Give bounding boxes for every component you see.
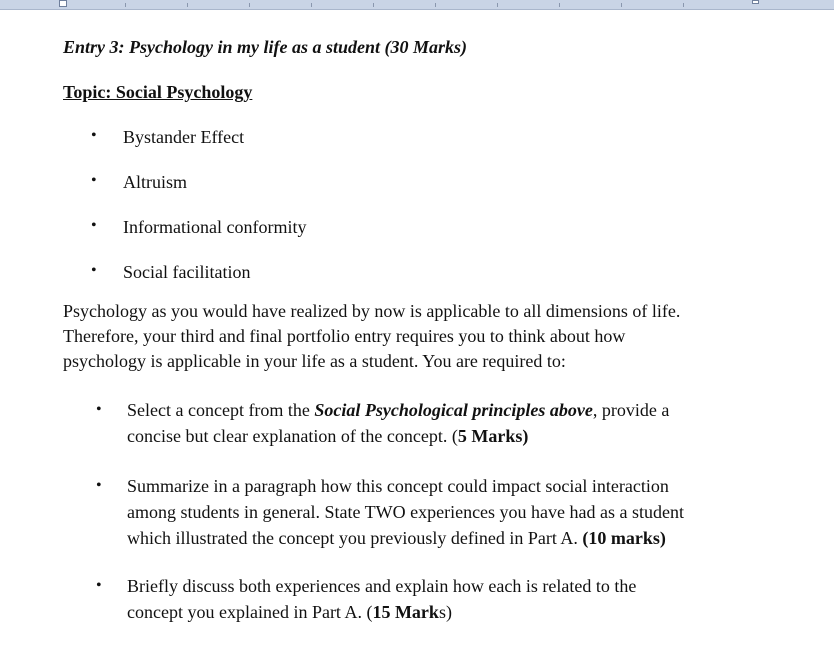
- task-line: [127, 423, 767, 449]
- bullet-icon: •: [96, 477, 102, 494]
- bullet-icon: •: [91, 172, 97, 189]
- ruler-tick: [435, 3, 436, 7]
- ruler-tick: [249, 3, 250, 7]
- ruler-tick: [373, 3, 374, 7]
- task-body: [127, 473, 767, 551]
- task-line: Summarize in a paragraph how this concept could impact social interaction: [127, 476, 669, 496]
- topic-title: Topic: Social Psychology: [63, 82, 253, 102]
- task-text: concise but clear explanation of the concept. (: [127, 426, 458, 446]
- topic-label: Altruism: [123, 172, 188, 192]
- right-indent-marker[interactable]: [752, 0, 759, 4]
- bullet-icon: •: [96, 401, 102, 418]
- topic-label: Social facilitation: [123, 262, 251, 282]
- task-marks: 15 Mark: [372, 602, 439, 622]
- task-text: concept you explained in Part A. (: [127, 602, 373, 622]
- task-line: Briefly discuss both experiences and explain how each is related to the: [127, 576, 637, 596]
- bullet-icon: •: [91, 127, 97, 144]
- topic-label: Bystander Effect: [123, 127, 245, 147]
- ruler-tick: [683, 3, 684, 7]
- ruler-tick: [187, 3, 188, 7]
- task-text: which illustrated the concept you previously defined in Part A.: [127, 528, 583, 548]
- task-line: [127, 397, 767, 423]
- topic-label: Informational conformity: [123, 217, 307, 237]
- bullet-icon: •: [96, 577, 102, 594]
- intro-line: Therefore, your third and final portfolio entry requires you to think about how: [63, 326, 626, 346]
- bullet-icon: •: [91, 262, 97, 279]
- task-marks: 5 Marks): [457, 426, 529, 446]
- ruler-tick: [497, 3, 498, 7]
- task-body: [127, 573, 767, 625]
- task-text: Select a concept from the: [127, 400, 315, 420]
- intro-line: psychology is applicable in your life as a student. You are required to:: [63, 351, 566, 371]
- intro-paragraph: [63, 299, 763, 374]
- bullet-icon: •: [91, 217, 97, 234]
- task-body: [127, 397, 767, 449]
- ruler-tick: [559, 3, 560, 7]
- entry-title: Entry 3: Psychology in my life as a student (30 Marks): [63, 37, 467, 57]
- ruler-tick: [125, 3, 126, 7]
- task-text: , provide a: [592, 400, 670, 420]
- task-line: [127, 599, 767, 625]
- task-line: among students in general. State TWO experiences you have had as a student: [127, 502, 684, 522]
- task-marks: (10 marks): [582, 528, 666, 548]
- task-text: s): [438, 602, 452, 622]
- task-line: [127, 525, 767, 551]
- task-emphasis: Social Psychological principles above: [314, 400, 593, 420]
- intro-line: Psychology as you would have realized by now is applicable to all dimensions of life.: [63, 301, 681, 321]
- left-indent-marker[interactable]: [59, 0, 67, 7]
- horizontal-ruler[interactable]: [0, 0, 834, 10]
- ruler-tick: [621, 3, 622, 7]
- ruler-tick: [311, 3, 312, 7]
